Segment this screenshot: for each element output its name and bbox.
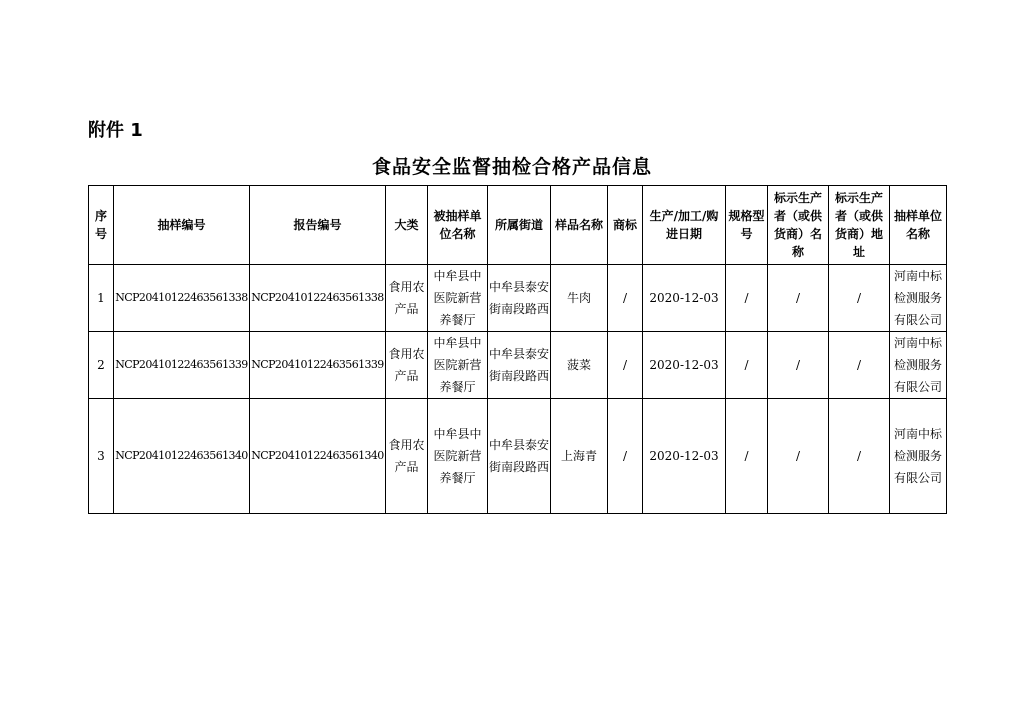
cell-sampling-unit: 河南中标检测服务有限公司 [890,399,947,514]
cell-producer-addr: / [829,332,890,399]
header-report-no: 报告编号 [250,186,386,265]
cell-producer-name: / [768,265,829,332]
cell-sample-no: NCP20410122463561340 [114,399,250,514]
cell-sampling-unit: 河南中标检测服务有限公司 [890,332,947,399]
cell-sampled-unit: 中牟县中医院新营养餐厅 [428,332,488,399]
cell-report-no: NCP20410122463561339 [250,332,386,399]
header-spec: 规格型号 [726,186,768,265]
cell-category: 食用农产品 [386,332,428,399]
table-row [89,332,947,399]
cell-brand: / [608,399,643,514]
cell-no: 2 [89,332,114,399]
cell-brand: / [608,265,643,332]
attachment-label: 附件 1 [88,120,143,141]
cell-report-no: NCP20410122463561338 [250,265,386,332]
header-producer-name: 标示生产者（或供货商）名称 [768,186,829,265]
cell-sampling-unit: 河南中标检测服务有限公司 [890,265,947,332]
table-row [89,399,947,514]
table-row [89,265,947,332]
cell-street: 中牟县泰安街南段路西 [488,332,551,399]
cell-category: 食用农产品 [386,399,428,514]
product-info-table [88,185,947,514]
header-sampled-unit: 被抽样单位名称 [428,186,488,265]
cell-category: 食用农产品 [386,265,428,332]
cell-date: 2020-12-03 [643,399,726,514]
cell-no: 3 [89,399,114,514]
cell-producer-addr: / [829,265,890,332]
header-category: 大类 [386,186,428,265]
header-street: 所属街道 [488,186,551,265]
cell-sample-name: 牛肉 [551,265,608,332]
cell-date: 2020-12-03 [643,265,726,332]
cell-sample-name: 菠菜 [551,332,608,399]
header-sample-no: 抽样编号 [114,186,250,265]
cell-sampled-unit: 中牟县中医院新营养餐厅 [428,265,488,332]
document-title: 食品安全监督抽检合格产品信息 [371,156,652,178]
header-sampling-unit: 抽样单位名称 [890,186,947,265]
header-no: 序号 [89,186,114,265]
cell-brand: / [608,332,643,399]
cell-sample-no: NCP20410122463561338 [114,265,250,332]
cell-sampled-unit: 中牟县中医院新营养餐厅 [428,399,488,514]
header-producer-addr: 标示生产者（或供货商）地址 [829,186,890,265]
cell-date: 2020-12-03 [643,332,726,399]
cell-street: 中牟县泰安街南段路西 [488,265,551,332]
header-sample-name: 样品名称 [551,186,608,265]
header-brand: 商标 [608,186,643,265]
header-date: 生产/加工/购进日期 [643,186,726,265]
cell-sample-no: NCP20410122463561339 [114,332,250,399]
cell-spec: / [726,265,768,332]
cell-street: 中牟县泰安街南段路西 [488,399,551,514]
cell-no: 1 [89,265,114,332]
cell-sample-name: 上海青 [551,399,608,514]
cell-report-no: NCP20410122463561340 [250,399,386,514]
cell-spec: / [726,332,768,399]
cell-spec: / [726,399,768,514]
cell-producer-addr: / [829,399,890,514]
cell-producer-name: / [768,332,829,399]
cell-producer-name: / [768,399,829,514]
table-header-row [89,186,947,265]
